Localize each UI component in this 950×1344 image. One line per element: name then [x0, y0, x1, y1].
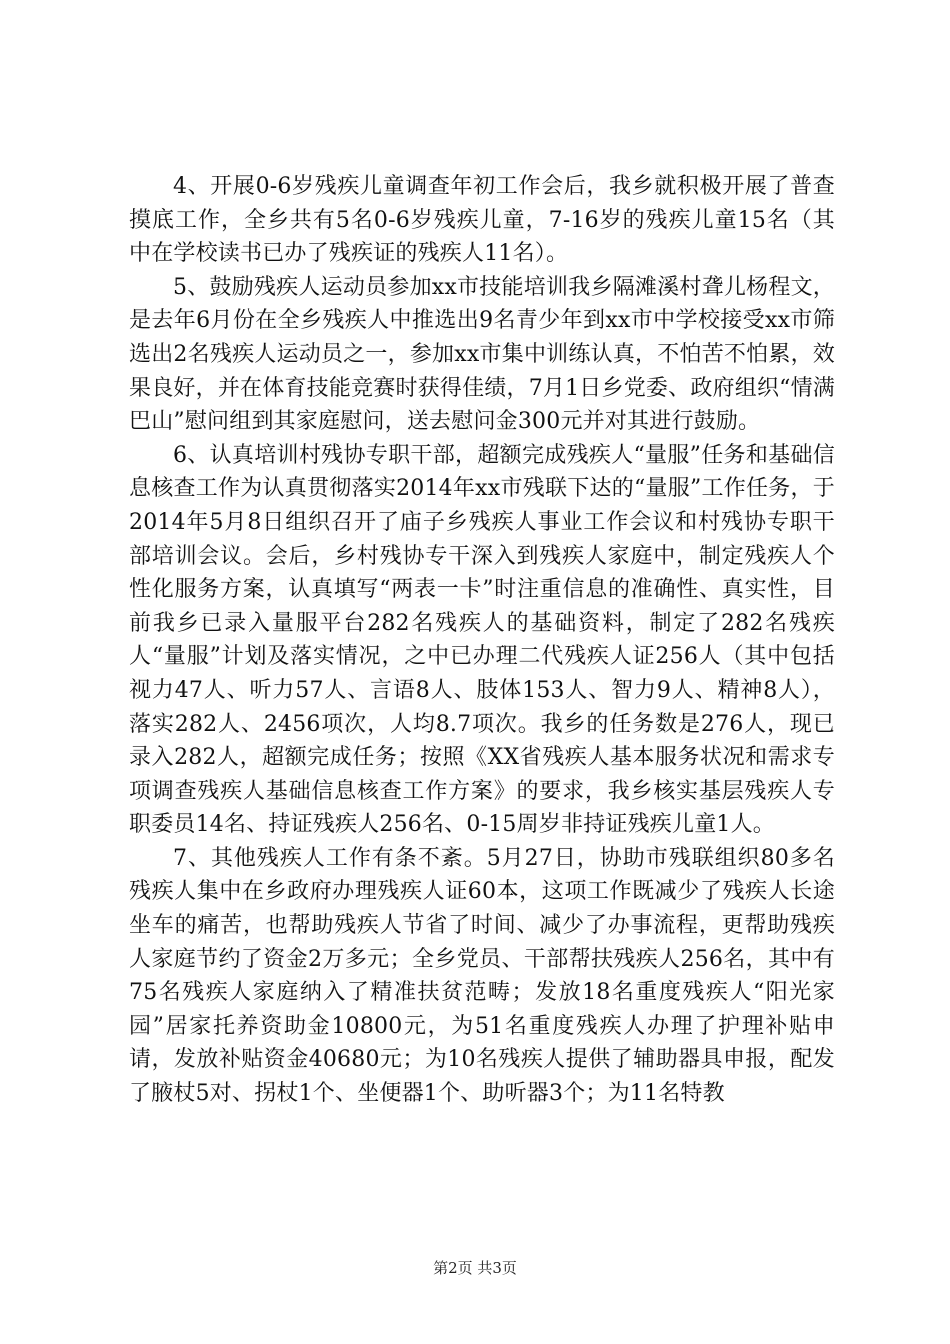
- page-number: 第2页 共3页: [433, 1259, 517, 1277]
- paragraph-item-7: 7、其他残疾人工作有条不紊。5月27日，协助市残联组织80多名残疾人集中在乡政府办理残疾人证60本，这项工作既减少了残疾人长途坐车的痛苦，也帮助残疾人节省了时间、减少了办事流程，更帮助残疾人家庭节约了资金2万多元；全乡党员、干部帮扶残疾人256名，其中有75名残疾人家庭纳入了精准扶贫范畴；发放18名重度残疾人“阳光家园”居家托养资助金10800元，为51名重度残疾人办理了护理补贴申请，发放补贴资金40680元；为10名残疾人提供了辅助器具申报，配发了腋杖5对、拐杖1个、坐便器1个、助听器3个；为11名特教: [129, 845, 835, 1107]
- page-footer: [0, 1258, 950, 1278]
- paragraph-item-5: 5、鼓励残疾人运动员参加xx市技能培训我乡隔滩溪村聋儿杨程文，是去年6月份在全乡残疾人中推选出9名青少年到xx市中学校接受xx市筛选出2名残疾人运动员之一，参加xx市集中训练认真，不怕苦不怕累，效果良好，并在体育技能竞赛时获得佳绩，7月1日乡党委、政府组织“情满巴山”慰问组到其家庭慰问，送去慰问金300元并对其进行鼓励。: [129, 274, 835, 435]
- document-body: [129, 170, 835, 1111]
- paragraph-item-4: 4、开展0-6岁残疾儿童调查年初工作会后，我乡就积极开展了普查摸底工作，全乡共有5名0-6岁残疾儿童，7-16岁的残疾儿童15名（其中在学校读书已办了残疾证的残疾人11名）。: [129, 174, 835, 267]
- paragraph-item-6: 6、认真培训村残协专职干部，超额完成残疾人“量服”任务和基础信息核查工作为认真贯彻落实2014年xx市残联下达的“量服”工作任务，于2014年5月8日组织召开了庙子乡残疾人事业工作会议和村残协专职干部培训会议。会后，乡村残协专干深入到残疾人家庭中，制定残疾人个性化服务方案，认真填写“两表一卡”时注重信息的准确性、真实性，目前我乡已录入量服平台282名残疾人的基础资料，制定了282名残疾人“量服”计划及落实情况，之中已办理二代残疾人证256人（其中包括视力47人、听力57人、言语8人、肢体153人、智力9人、精神8人），落实282人、2456项次，人均8.7项次。我乡的任务数是276人，现已录入282人，超额完成任务；按照《XX省残疾人基本服务状况和需求专项调查残疾人基础信息核查工作方案》的要求，我乡核实基层残疾人专职委员14名、持证残疾人256名、0-15周岁非持证残疾儿童1人。: [129, 442, 835, 838]
